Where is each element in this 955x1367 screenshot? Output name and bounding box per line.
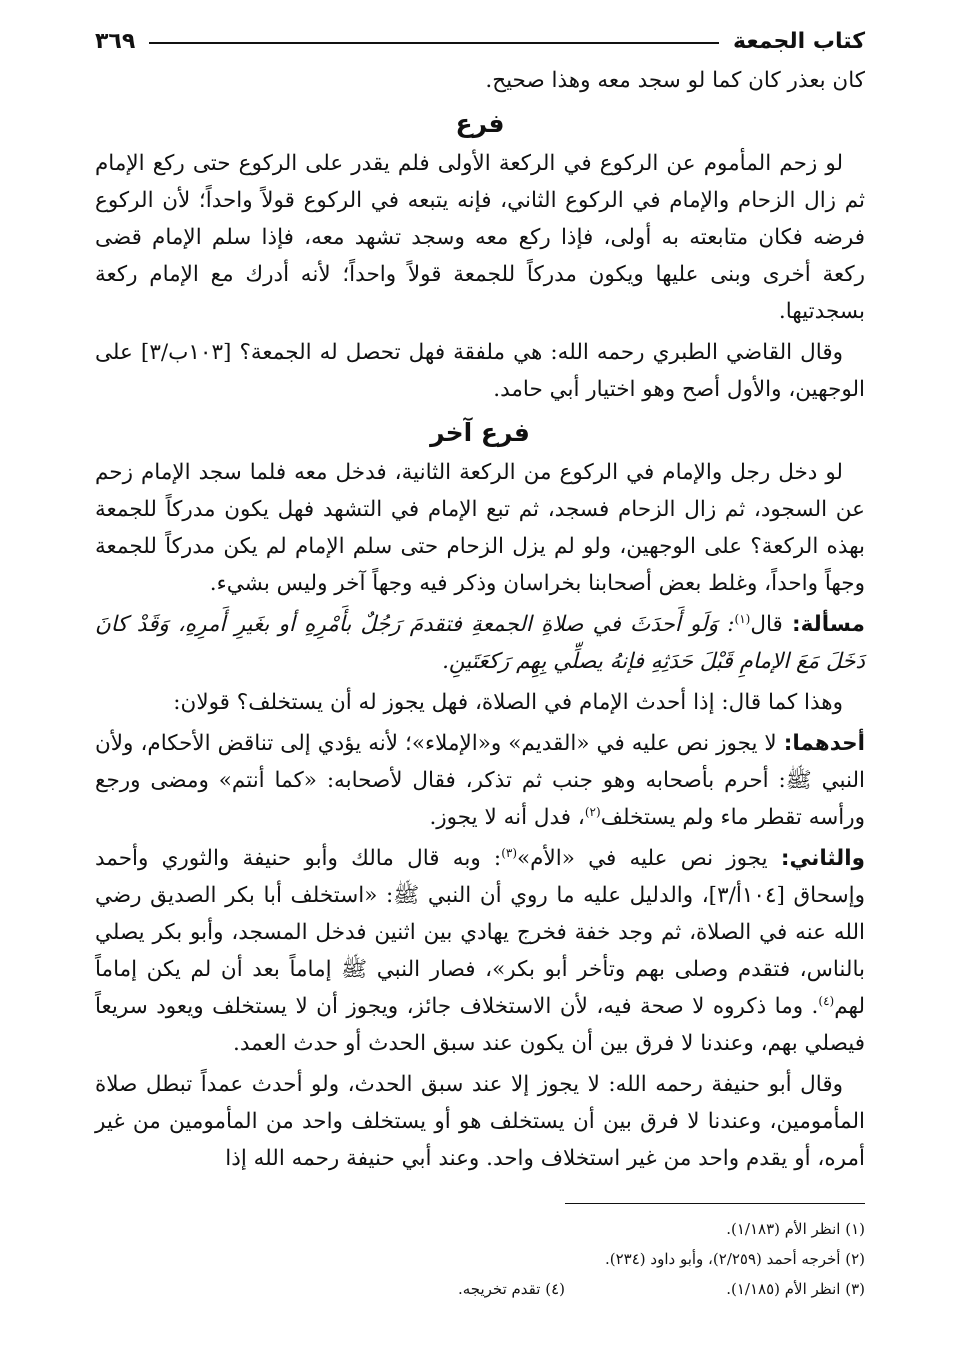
section-heading-far-akhar: فرع آخر bbox=[430, 418, 530, 447]
footnote-1: (١) انظر الأم (١/١٨٣). bbox=[726, 1220, 865, 1238]
footnote-3: (٣) انظر الأم (١/١٨٥). bbox=[726, 1280, 865, 1298]
footnote-ref-2: (٢) bbox=[584, 804, 601, 819]
second-opinion-text-a: يجوز نص عليه في «الأم» bbox=[517, 846, 768, 871]
running-header bbox=[95, 20, 865, 62]
second-opinion-text-b: : وبه قال مالك وأبو حنيفة والثوري وأحمد وإسحاق [١٠٤أ/٣]، والدليل عليه ما روي أن النبي ﷺ: «استخلف أبا بكر الصديق رضي الله عنه في الصلاة، ثم وجد خفة فخرج يهادي بين اثنين فدخل المسجد، وأبو بكر يصلي بالناس، فتقدم وصلى بهم وتأخر أبو بكر»، فصار النبي ﷺ إماماً بعد أن لم يكن إماماً لهم bbox=[95, 846, 865, 1019]
paragraph-8: وقال أبو حنيفة رحمه الله: لا يجوز إلا عند سبق الحدث، ولو أحدث عمداً تبطل صلاة المأمومين، وعندنا لا فرق بين أن يستخلف هو أو يستخلف واحد من المأمومين من غير أمره، أو يقدم واحد من غير استخلاف واحد. وعند أبي حنيفة رحمه الله إذا bbox=[95, 1072, 865, 1171]
footnote-4: (٤) تقدم تخريجه. bbox=[457, 1280, 565, 1298]
paragraph-3: لو دخل رجل والإمام في الركوع من الركعة الثانية، فدخل معه فلما سجد الإمام زحم عن السجود، ثم زال الزحام فسجد، ثم تبع الإمام في التشهد فهل يكون مدركاً للجمعة بهذه الركعة؟ على الوجهين، ولو لم يزل الزحام حتى سلم الإمام لم يكن مدركاً للجمعة وجهاً واحداً، وغلط بعض أصحابنا بخراسان وذكر فيه وجهاً آخر وليس بشيء. bbox=[95, 460, 865, 596]
section-heading-far: فرع bbox=[455, 109, 505, 138]
page-number: ٣٦٩ bbox=[95, 28, 136, 54]
paragraph-masala bbox=[95, 606, 865, 680]
footnote-separator bbox=[565, 1203, 865, 1204]
masala-keyword: مسألة: bbox=[792, 612, 865, 637]
first-opinion-keyword: أحدهما: bbox=[783, 731, 865, 756]
first-opinion-text-a: لا يجوز نص عليه في «القديم» و«الإملاء»؛ لأنه يؤدي إلى تناقض الأحكام، ولأن النبي ﷺ: أحرم بأصحابه وهو جنب ثم تذكر، فقال لأصحابه: «كما أنتم» ومضى ورجع ورأسه تقطر ماء ولم يستخلف bbox=[95, 731, 865, 830]
footnote-row bbox=[95, 1274, 865, 1304]
footnote-ref-3: (٣) bbox=[501, 845, 518, 860]
footnote-ref-4: (٤) bbox=[818, 993, 835, 1008]
paragraph-first-opinion bbox=[95, 725, 865, 836]
paragraph-continuation: كان بعذر كان كما لو سجد معه وهذا صحيح. bbox=[485, 68, 865, 93]
masala-text-b: : وَلَو أَحدَثَ في صلاةِ الجمعةِ فتقدمَ رَجُلٌ بأَمْرِهِ أو بغَيرِ أَمرِهِ، وَقَدْ كانَ دَخَلَ مَعَ الإمامِ قَبْلَ حَدَثِهِ فإنهُ يصلِّي بِهِم رَكعَتَينِ. bbox=[95, 612, 865, 674]
paragraph-5: وهذا كما قال: إذا أحدث الإمام في الصلاة، فهل يجوز له أن يستخلف؟ قولان: bbox=[173, 690, 843, 715]
footnote-2: (٢) أخرجه أحمد (٢/٢٥٩)، وأبو داود (٢٣٤). bbox=[605, 1250, 865, 1268]
paragraph-second-opinion bbox=[95, 840, 865, 1062]
paragraph-2: وقال القاضي الطبري رحمه الله: هي ملفقة فهل تحصل له الجمعة؟ [١٠٣ب/٣] على الوجهين، والأول أصح وهو اختيار أبي حامد. bbox=[95, 340, 865, 402]
header-rule bbox=[149, 42, 719, 44]
second-opinion-keyword: والثاني: bbox=[780, 846, 865, 871]
first-opinion-text-b: ، فدل أنه لا يجوز. bbox=[429, 805, 585, 830]
book-page bbox=[95, 20, 865, 1304]
footnote-ref-1: (١) bbox=[734, 611, 751, 626]
header-title: كتاب الجمعة bbox=[733, 28, 865, 54]
second-opinion-text-c: . وما ذكروه لا صحة فيه، لأن الاستخلاف جائز، ويجوز أن لا يستخلف ويعود سريعاً فيصلي بهم، وعندنا لا فرق بين أن يكون عند سبق الحدث أو حدث العمد. bbox=[95, 994, 865, 1056]
footnotes bbox=[95, 1214, 865, 1304]
masala-text-a: قال bbox=[750, 612, 783, 637]
paragraph-1: لو زحم المأموم عن الركوع في الركعة الأولى فلم يقدر على الركوع حتى ركع الإمام ثم زال الزحام والإمام في الركوع الثاني، فإنه يتبعه في الركوع قولاً واحداً؛ لأن الركوع فرضه فكان متابعته به أولى، فإذا ركع معه وسجد تشهد معه، فإذا سلم الإمام قضى ركعة أخرى وبنى عليها ويكون مدركاً للجمعة قولاً واحداً؛ لأنه أدرك مع الإمام ركعة بسجدتيها. bbox=[95, 151, 865, 324]
